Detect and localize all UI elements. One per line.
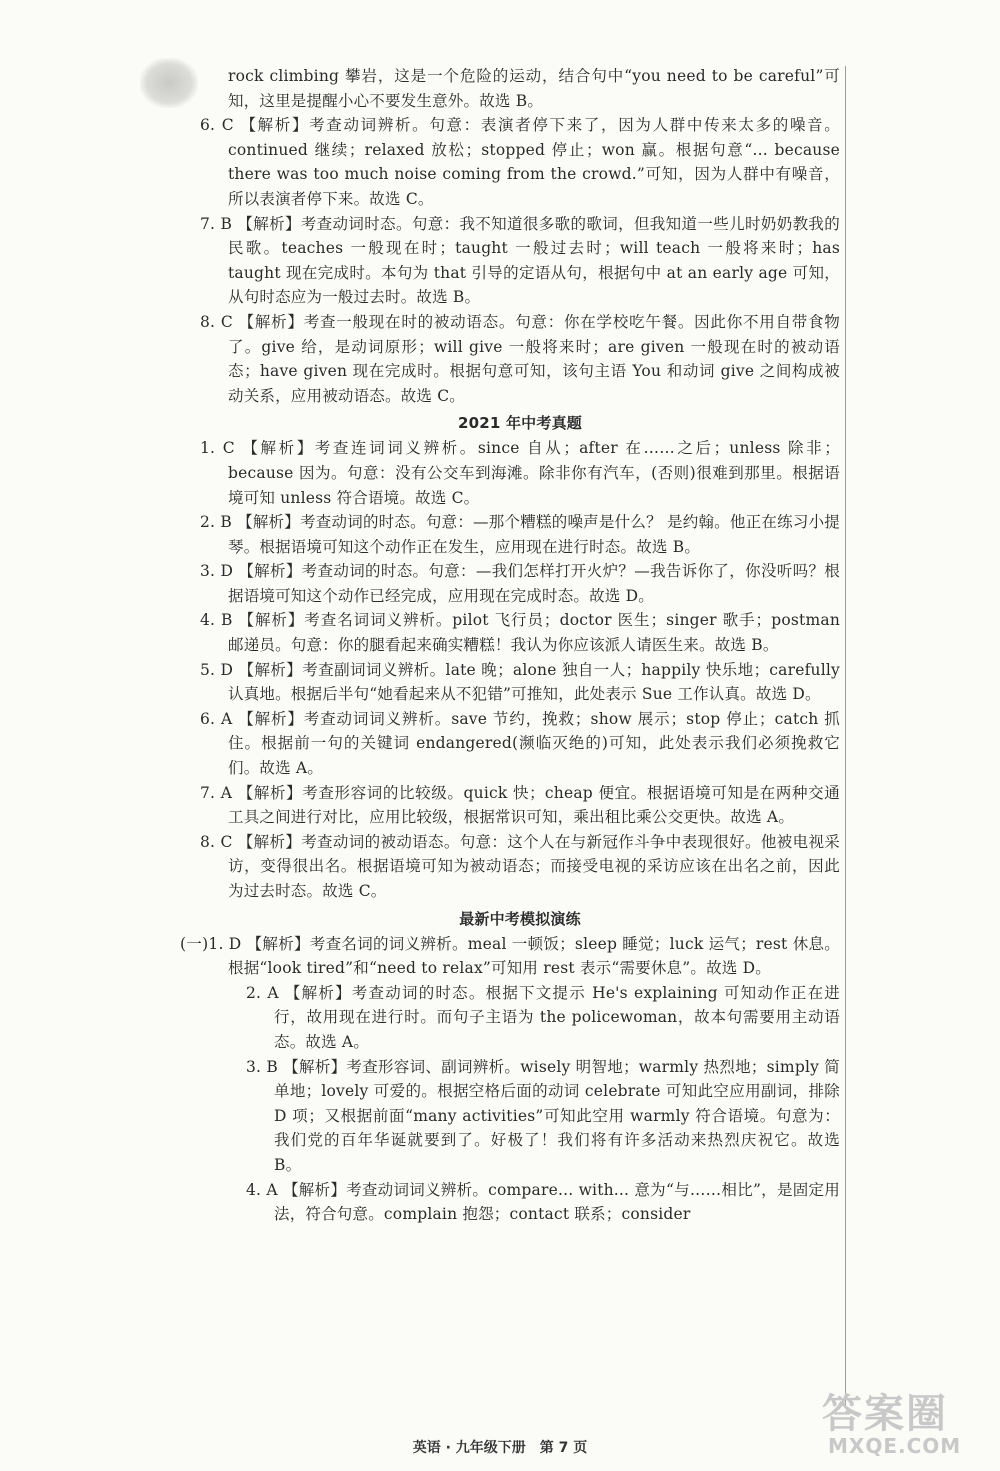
answer-item: 2. B 【解析】考查动词的时态。句意：—那个糟糕的噪声是什么？ 是约翰。他正在练习小提琴。根据语境可知这个动作正在发生，应用现在进行时态。故选 B。	[200, 513, 840, 556]
continuation-line: rock climbing 攀岩，这是一个危险的运动，结合句中“you need to be careful”可知，这里是提醒小心不要发生意外。故选 B。	[228, 67, 840, 110]
answer-item: 1. C 【解析】考查连词词义辨析。since 自从；after 在……之后；unless 除非；because 因为。句意：没有公交车到海滩。除非你有汽车，(否则)很难到那里。根据语境可知 unless 符合语境。故选 C。	[200, 439, 840, 507]
answer-item: 3. D 【解析】考查动词的时态。句意：—我们怎样打开火炉？—我告诉你了，你没听吗？根据语境可知这个动作已经完成，应用现在完成时态。故选 D。	[200, 562, 840, 605]
answer-item: 8. C 【解析】考查一般现在时的被动语态。句意：你在学校吃午餐。因此你不用自带食物了。give 给，是动词原形；will give 一般将来时；are given 一般现在时的被动语态；have given 现在完成时。根据句意可知，该句主语 You 和动词 give 之间构成被动关系，应用被动语态。故选 C。	[200, 312, 840, 405]
answer-item: 4. B 【解析】考查名词词义辨析。pilot 飞行员；doctor 医生；singer 歌手；postman 邮递员。句意：你的腿看起来确实糟糕！我认为你应该派人请医生来。故选 B。	[200, 611, 840, 655]
answer-item: 7. A 【解析】考查形容词的比较级。quick 快；cheap 便宜。根据语境可知是在两种交通工具之间进行对比，应用比较级，根据常识可知，乘出租比乘公交更快。故选 A。	[200, 783, 840, 827]
answer-item: 8. C 【解析】考查动词的被动语态。句意：这个人在与新冠作斗争中表现很好。他被电视采访，变得很出名。根据语境可知为被动语态；而接受电视的采访应该在出名之前，因此为过去时态。故选 C。	[200, 832, 840, 900]
answer-content	[180, 64, 840, 1227]
watermark-en: MXQE.COM	[828, 1434, 962, 1458]
answer-item: 3. B 【解析】考查形容词、副词辨析。wisely 明智地；warmly 热烈地；simply 简单地；lovely 可爱的。根据空格后面的动词 celebrate 可知此空应用副词，排除 D 项；又根据前面“many activities”可知此空用 warmly 符合语境。句意为：我们党的百年华诞就要到了。好极了！我们将有许多活动来热烈庆祝它。故选 B。	[246, 1057, 840, 1174]
answer-item: 6. A 【解析】考查动词词义辨析。save 节约，挽救；show 展示；stop 停止；catch 抓住。根据前一句的关键词 endangered(濒临灭绝的)可知，此处表示我们必须挽救它们。故选 A。	[200, 709, 840, 778]
watermark-cn: 答案圈	[822, 1391, 948, 1437]
answer-item: 2. A 【解析】考查动词的时态。根据下文提示 He's explaining 可知动作正在进行，故用现在进行时。而句子主语为 the policewoman，故本句需要用主动语态。故选 A。	[246, 983, 840, 1051]
answer-item: 7. B 【解析】考查动词时态。句意：我不知道很多歌的歌词，但我知道一些儿时奶奶教我的民歌。teaches 一般现在时；taught 一般过去时；will teach 一般将来时；has taught 现在完成时。本句为 that 引导的定语从句，根据句中 at an early age 可知，从句时态应为一般过去时。故选 B。	[200, 214, 840, 307]
column-rule	[845, 66, 846, 1406]
answer-item: (一)1. D 【解析】考查名词的词义辨析。meal 一顿饭；sleep 睡觉；luck 运气；rest 休息。根据“look tired”和“need to relax”可知用 rest 表示“需要休息”。故选 D。	[180, 934, 840, 978]
section-title-mock: 最新中考模拟演练	[459, 909, 581, 928]
scan-smudge	[140, 58, 198, 108]
section-title-exam: 2021 年中考真题	[458, 414, 582, 433]
answer-item: 6. C 【解析】考查动词辨析。句意：表演者停下来了，因为人群中传来太多的噪音。continued 继续；relaxed 放松；stopped 停止；won 赢。根据句意“... because there was too much noise coming from the crowd.”可知，因为人群中有噪音，所以表演者停下来。故选 C。	[200, 116, 840, 208]
answer-item: 4. A 【解析】考查动词词义辨析。compare... with... 意为“与……相比”，是固定用法，符合句意。complain 抱怨；contact 联系；consider	[246, 1180, 840, 1224]
answer-item: 5. D 【解析】考查副词词义辨析。late 晚；alone 独自一人；happily 快乐地；carefully 认真地。根据后半句“她看起来从不犯错”可推知，此处表示 Sue 工作认真。故选 D。	[200, 660, 840, 704]
page-footer: 英语 · 九年级下册 第 7 页	[412, 1440, 588, 1456]
site-watermark	[800, 1382, 990, 1464]
